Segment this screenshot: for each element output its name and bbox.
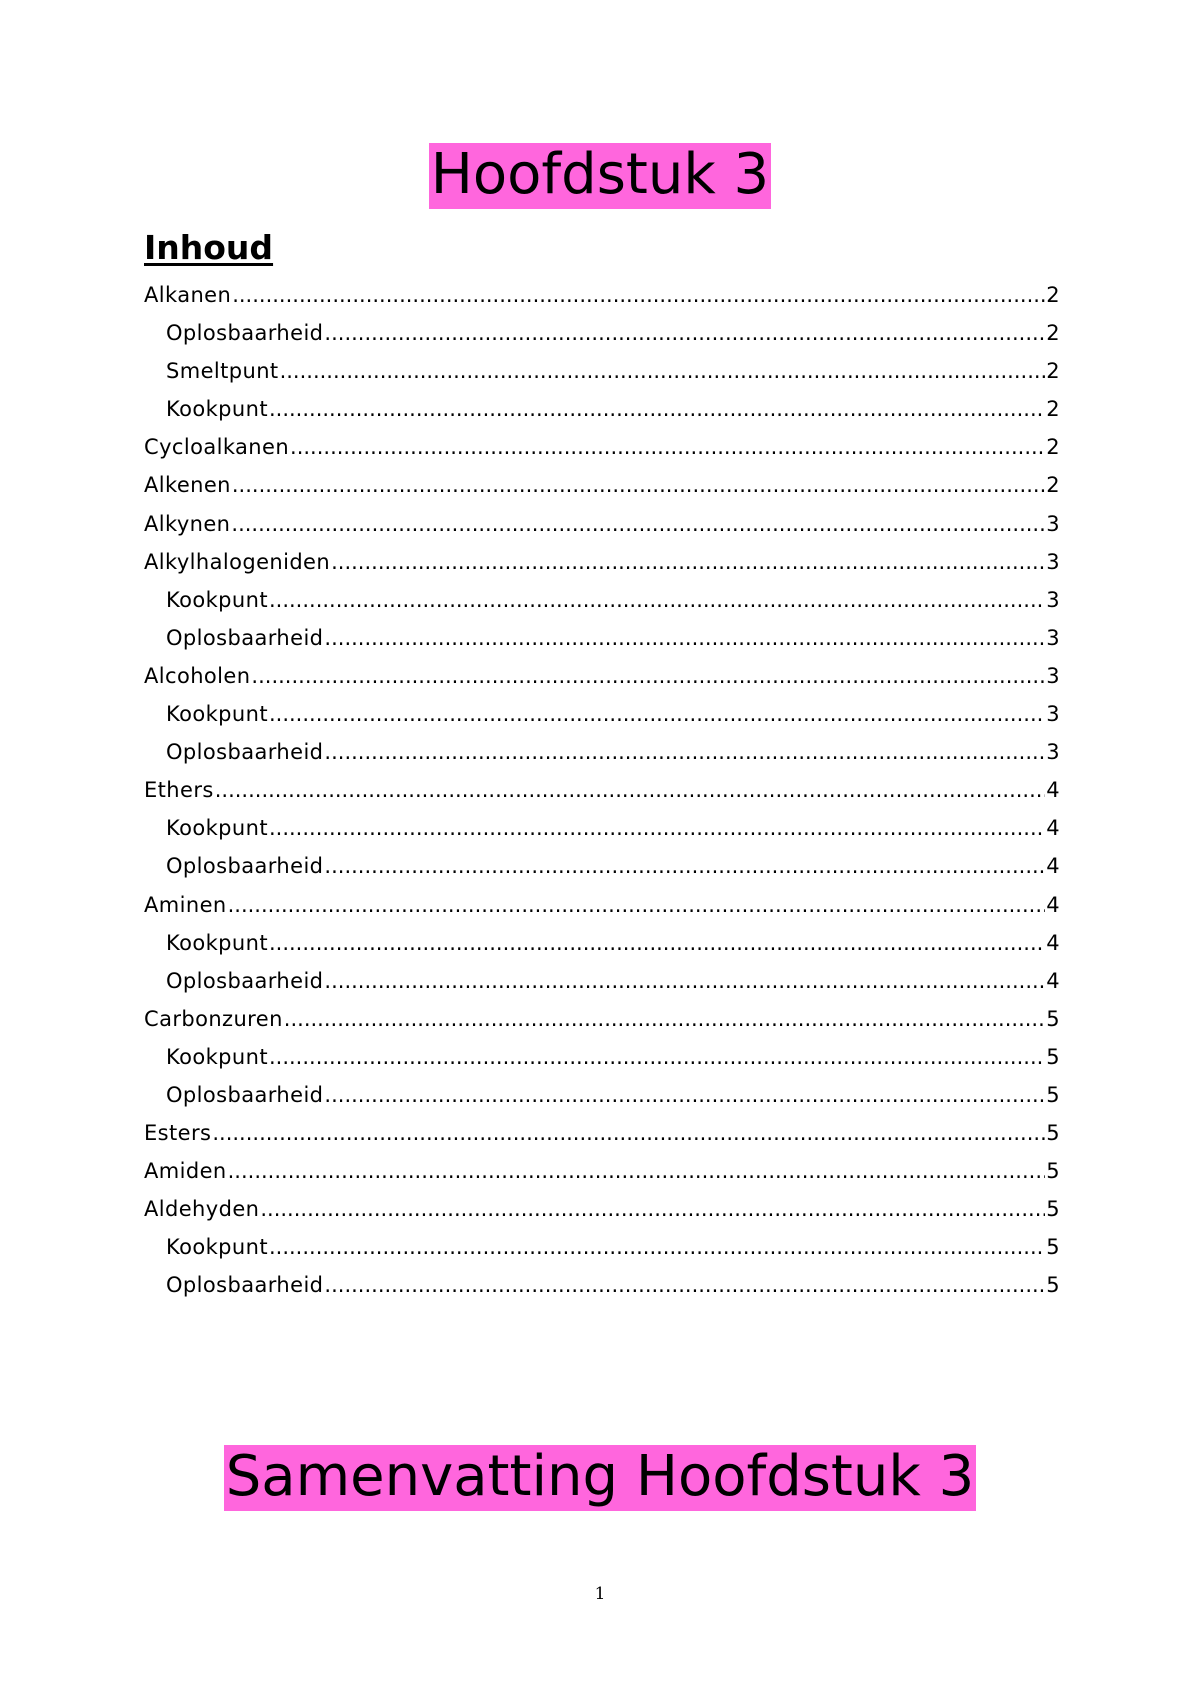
toc-entry[interactable] xyxy=(144,1007,1060,1045)
toc-dot-leader xyxy=(269,931,1045,955)
toc-entry[interactable] xyxy=(144,435,1060,473)
toc-entry-page: 2 xyxy=(1046,435,1060,460)
toc-entry[interactable] xyxy=(144,1235,1060,1273)
toc-entry[interactable] xyxy=(144,1273,1060,1311)
toc-dot-leader xyxy=(251,664,1045,688)
toc-dot-leader xyxy=(324,969,1045,993)
toc-entry-page: 4 xyxy=(1046,854,1060,879)
toc-entry-label: Oplosbaarheid xyxy=(166,854,324,879)
toc-entry-label: Oplosbaarheid xyxy=(166,1082,324,1107)
toc-entry-label: Carbonzuren xyxy=(144,1006,283,1031)
toc-entry-label: Aldehyden xyxy=(144,1197,260,1222)
toc-entry-label: Alkylhalogeniden xyxy=(144,549,331,574)
toc-entry-page: 3 xyxy=(1046,587,1060,612)
toc-entry[interactable] xyxy=(144,321,1060,359)
page-number: 1 xyxy=(594,1584,606,1604)
toc-entry-page: 5 xyxy=(1046,1273,1060,1298)
toc-entry[interactable] xyxy=(144,1045,1060,1083)
toc-entry[interactable] xyxy=(144,664,1060,702)
toc-entry-page: 5 xyxy=(1046,1082,1060,1107)
toc-entry-page: 4 xyxy=(1046,968,1060,993)
toc-entry-label: Oplosbaarheid xyxy=(166,740,324,765)
toc-dot-leader xyxy=(290,435,1045,459)
toc-entry-page: 4 xyxy=(1046,892,1060,917)
summary-title-container xyxy=(0,1445,1200,1511)
toc-entry-page: 5 xyxy=(1046,1235,1060,1260)
toc-entry-label: Alkanen xyxy=(144,283,232,307)
toc-entry-page: 5 xyxy=(1046,1121,1060,1146)
toc-entry-page: 2 xyxy=(1046,321,1060,346)
toc-dot-leader xyxy=(269,702,1045,726)
toc-entry-page: 2 xyxy=(1046,359,1060,384)
toc-dot-leader xyxy=(324,854,1045,878)
toc-entry-label: Smeltpunt xyxy=(166,359,279,384)
toc-entry-page: 2 xyxy=(1046,397,1060,422)
toc-entry-page: 3 xyxy=(1046,740,1060,765)
toc-entry-label: Oplosbaarheid xyxy=(166,1273,324,1298)
toc-entry[interactable] xyxy=(144,893,1060,931)
toc-entry-label: Cycloalkanen xyxy=(144,435,290,460)
toc-dot-leader xyxy=(284,1007,1045,1031)
toc-entry-label: Kookpunt xyxy=(166,1235,268,1260)
toc-entry-label: Oplosbaarheid xyxy=(166,321,324,346)
toc-dot-leader xyxy=(324,1083,1045,1107)
toc-entry-label: Aminen xyxy=(144,892,227,917)
toc-entry-label: Kookpunt xyxy=(166,816,268,841)
toc-entry-label: Alkenen xyxy=(144,473,231,498)
toc-dot-leader xyxy=(232,283,1045,307)
toc-entry-label: Kookpunt xyxy=(166,1044,268,1069)
toc-dot-leader xyxy=(269,1045,1045,1069)
toc-entry-page: 3 xyxy=(1046,511,1060,536)
toc-dot-leader xyxy=(228,1159,1046,1183)
toc-entry-page: 4 xyxy=(1046,778,1060,803)
toc-entry[interactable] xyxy=(144,1083,1060,1121)
toc-entry[interactable] xyxy=(144,588,1060,626)
toc-dot-leader xyxy=(228,893,1046,917)
toc-entry-page: 3 xyxy=(1046,702,1060,727)
toc-entry-label: Ethers xyxy=(144,778,214,803)
toc-entry-label: Kookpunt xyxy=(166,930,268,955)
toc-entry[interactable] xyxy=(144,359,1060,397)
toc-entry-page: 3 xyxy=(1046,663,1060,688)
toc-entry[interactable] xyxy=(144,931,1060,969)
toc-entry-page: 3 xyxy=(1046,549,1060,574)
toc-entry-page: 5 xyxy=(1046,1006,1060,1031)
toc-dot-leader xyxy=(324,1273,1045,1297)
toc-dot-leader xyxy=(260,1197,1045,1221)
toc-entry[interactable] xyxy=(144,1197,1060,1235)
toc-entry-label: Amiden xyxy=(144,1159,227,1184)
document-title: Hoofdstuk 3 xyxy=(430,142,770,207)
toc-entry[interactable] xyxy=(144,473,1060,511)
toc-entry-page: 2 xyxy=(1046,283,1060,307)
toc-entry-label: Alkynen xyxy=(144,511,231,536)
toc-dot-leader xyxy=(324,626,1045,650)
toc-entry[interactable] xyxy=(144,283,1060,321)
toc-entry-page: 2 xyxy=(1046,473,1060,498)
toc-entry-label: Alcoholen xyxy=(144,663,251,688)
toc-heading: Inhoud xyxy=(144,228,274,267)
toc-entry[interactable] xyxy=(144,1121,1060,1159)
toc-dot-leader xyxy=(215,778,1046,802)
toc-entry-label: Kookpunt xyxy=(166,587,268,612)
toc-dot-leader xyxy=(324,740,1045,764)
toc-entry-label: Kookpunt xyxy=(166,702,268,727)
toc-entry-page: 4 xyxy=(1046,816,1060,841)
toc-entry-label: Esters xyxy=(144,1121,212,1146)
summary-title: Samenvatting Hoofdstuk 3 xyxy=(225,1444,975,1509)
toc-entry[interactable] xyxy=(144,816,1060,854)
toc-dot-leader xyxy=(212,1121,1045,1145)
toc-dot-leader xyxy=(280,359,1046,383)
toc-entry[interactable] xyxy=(144,740,1060,778)
toc-entry-label: Oplosbaarheid xyxy=(166,968,324,993)
toc-entry[interactable] xyxy=(144,969,1060,1007)
toc-entry[interactable] xyxy=(144,778,1060,816)
toc-dot-leader xyxy=(231,512,1045,536)
toc-dot-leader xyxy=(331,550,1045,574)
toc-entry[interactable] xyxy=(144,397,1060,435)
toc-dot-leader xyxy=(269,588,1045,612)
toc-entry[interactable] xyxy=(144,854,1060,892)
toc-entry-page: 3 xyxy=(1046,625,1060,650)
toc-dot-leader xyxy=(269,1235,1045,1259)
toc-dot-leader xyxy=(269,397,1045,421)
toc-entry[interactable] xyxy=(144,1159,1060,1197)
toc-entry-page: 5 xyxy=(1046,1197,1060,1222)
toc-dot-leader xyxy=(324,321,1045,345)
document-title-container xyxy=(0,143,1200,209)
toc-entry[interactable] xyxy=(144,512,1060,550)
toc-entry-page: 5 xyxy=(1046,1044,1060,1069)
toc-entry-page: 5 xyxy=(1046,1159,1060,1184)
table-of-contents xyxy=(144,283,1060,1312)
toc-entry[interactable] xyxy=(144,550,1060,588)
toc-entry-page: 4 xyxy=(1046,930,1060,955)
toc-dot-leader xyxy=(232,473,1045,497)
toc-entry-label: Oplosbaarheid xyxy=(166,625,324,650)
toc-dot-leader xyxy=(269,816,1045,840)
toc-entry[interactable] xyxy=(144,702,1060,740)
toc-entry-label: Kookpunt xyxy=(166,397,268,422)
toc-entry[interactable] xyxy=(144,626,1060,664)
